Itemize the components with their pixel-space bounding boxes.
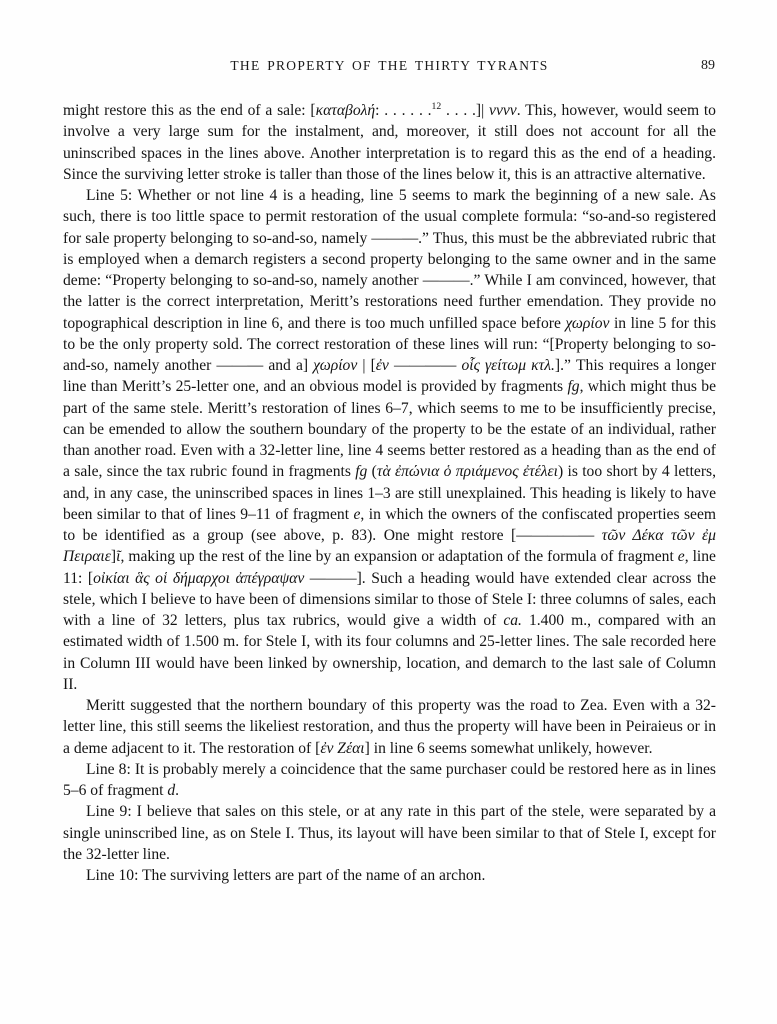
paragraph: Line 10: The surviving letters are part of the name of an archon. [86,867,486,884]
body-text [63,100,716,886]
page-content [63,58,716,886]
running-head: THE PROPERTY OF THE THIRTY TYRANTS [230,58,549,73]
paragraph: Line 8: It is probably merely a coincidence that the same purchaser could be restored here as in lines 5–6 of fragment d. [63,760,716,799]
page-number: 89 [701,58,715,73]
paragraph: Meritt suggested that the northern boundary of this property was the road to Zea. Even with a 32-letter line, this still seems the likeliest restoration, and thus the property will have been in Peiraieus or in a deme adjacent to it. The restoration of [ἐν Ζέαι] in line 6 seems somewhat unlikely, however. [63,697,716,757]
page-header [63,58,716,78]
paragraph: Line 5: Whether or not line 4 is a heading, line 5 seems to mark the beginning of a new sale. As such, there is too little space to permit restoration of the usual complete formula: “so-and-so registered for sale property belonging to so-and-so, namely ———.” Thus, this must be the abbreviated rubric that is employed when a demarch registers a second property belonging to the same owner and in the same deme: “Property belonging to so-and-so, namely another ———.” While I am convinced, however, that the latter is the correct interpretation, Meritt’s restorations need further emendation. They provide no topographical description in line 6, and there is too much unfilled space before χωρίον in line 5 for this to be the only property sold. The correct restoration of these lines will run: “[Property belonging to so-and-so, namely another ——— and a] χωρίον | [ἐν ———— οἷς γείτωμ κτλ.].” This requires a longer line than Meritt’s 25-letter one, and an obvious model is provided by fragments fg, which might thus be part of the same stele. Meritt’s restoration of lines 6–7, which seems to me to be insufficiently precise, can be emended to allow the southern boundary of the property to be the estate of an individual, rather than another road. Even with a 32-letter line, line 4 seems better restored as a heading than as the end of a sale, since the tax rubric found in fragments fg (τὰ ἐπώνια ὁ πριάμενος ἐτέλει) is too short by 4 letters, and, in any case, the uninscribed spaces in lines 1–3 are still unexplained. This heading is likely to have been similar to that of lines 9–11 of fragment e, in which the owners of the confiscated properties seem to be identified as a group (see above, p. 83). One might restore [————— τῶν Δέκα τῶν ἐμ Πειραιε]ῖ, making up the rest of the line by an expansion or adaptation of the formula of fragment e, line 11: [οἰκίαι ἃς οἱ δήμαρχοι ἀπέγραψαν ———]. Such a heading would have extended clear across the stele, which I believe to have been of dimensions similar to those of Stele I: three columns of sales, each with a line of 32 letters, plus tax rubrics, would give a width of ca. 1.400 m., compared with an estimated width of 1.500 m. for Stele I, with its four columns and 25-letter lines. The sale recorded here in Column III would have been linked by ownership, location, and demarch to the last sale of Column II. [63,187,717,693]
paragraph: Line 9: I believe that sales on this stele, or at any rate in this part of the stele, were separated by a single uninscribed line, as on Stele I. Thus, its layout will have been similar to that of Stele I, except for the 32-letter line. [63,803,716,863]
paragraph: might restore this as the end of a sale: [καταβολή: . . . . . .$^{12}$ . . . .]| vvvv. This, however, would seem to involve a very large sum for the instalment, and, moreover, it still does not account for all the uninscribed spaces in the lines above. Another interpretation is to regard this as the end of a heading. Since the surviving letter stroke is taller than those of the lines below it, this is an attractive alternative. [63,100,716,183]
